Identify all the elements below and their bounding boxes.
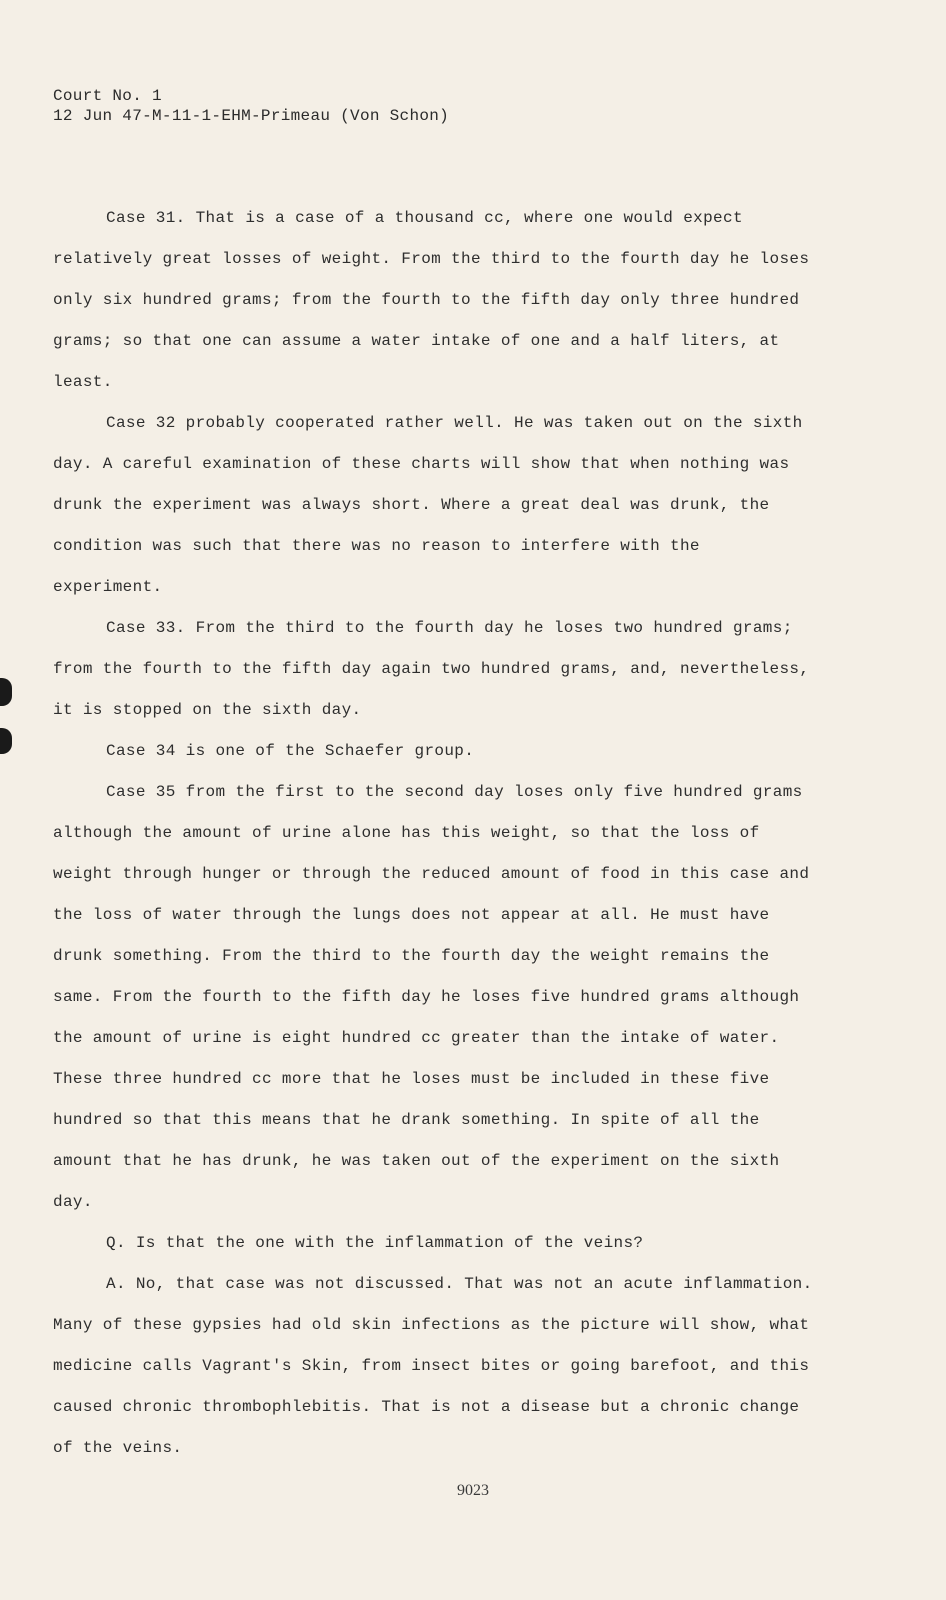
paragraph-answer: A. No, that case was not discussed. That was not an acute inflammation. Many of these gypsies had old skin infections as the picture will show, what medicine calls Vagrant's Skin, from insect bites or going barefoot, and this caused chronic thrombophlebitis. That is not a disease but a chronic change of the veins. xyxy=(53,1275,813,1457)
paragraph-question: Q. Is that the one with the inflammation of the veins? xyxy=(106,1234,644,1252)
document-header xyxy=(53,86,449,126)
paragraph-case-32: Case 32 probably cooperated rather well. He was taken out on the sixth day. A careful examination of these charts will show that when nothing was drunk the experiment was always short. Where a great deal was drunk, the condition was such that there was no reason to interfere with the experiment. xyxy=(53,414,803,596)
transcript-body xyxy=(53,198,813,1469)
paragraph-case-33: Case 33. From the third to the fourth day he loses two hundred grams; from the fourth to the fifth day again two hundred grams, and, nevertheless, it is stopped on the sixth day. xyxy=(53,619,810,719)
page-number: 9023 xyxy=(457,1482,489,1499)
paragraph-case-34: Case 34 is one of the Schaefer group. xyxy=(106,742,475,760)
binder-hole xyxy=(0,678,12,706)
paragraph-case-35: Case 35 from the first to the second day loses only five hundred grams although the amount of urine alone has this weight, so that the loss of weight through hunger or through the reduced amount of food in this case and the loss of water through the lungs does not appear at all. He must have drunk something. From the third to the fourth day the weight remains the same. From the fourth to the fifth day he loses five hundred grams although the amount of urine is eight hundred cc greater than the intake of water. These three hundred cc more that he loses must be included in these five hundred so that this means that he drank something. In spite of all the amount that he has drunk, he was taken out of the experiment on the sixth day. xyxy=(53,783,810,1211)
session-reference: 12 Jun 47-M-11-1-EHM-Primeau (Von Schon) xyxy=(53,107,450,125)
paragraph-case-31: Case 31. That is a case of a thousand cc, where one would expect relatively great losses of weight. From the third to the fourth day he loses only six hundred grams; from the fourth to the fifth day only three hundred grams; so that one can assume a water intake of one and a half liters, at least. xyxy=(53,209,810,391)
court-number: Court No. 1 xyxy=(53,87,162,105)
binder-hole xyxy=(0,728,12,754)
